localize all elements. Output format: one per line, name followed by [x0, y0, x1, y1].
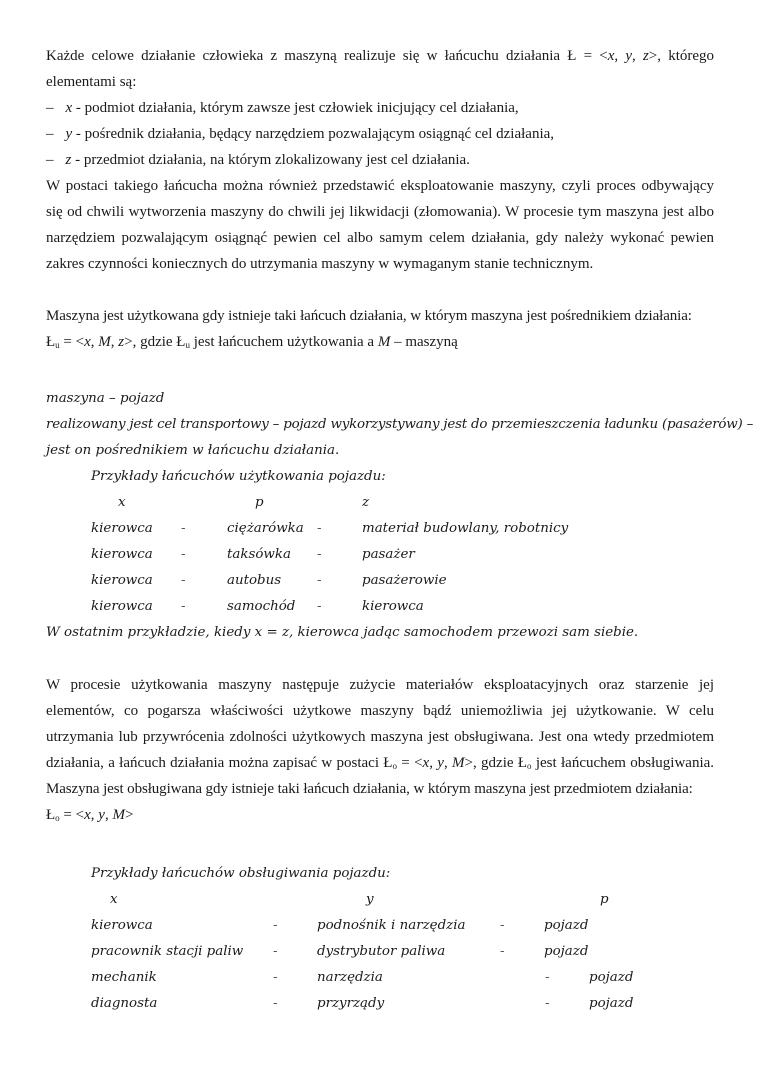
table-cell: przyrządy — [317, 996, 385, 1011]
table-cell: pojazd — [544, 944, 589, 959]
table-cell: - — [273, 944, 278, 959]
table-cell: kierowca — [91, 547, 153, 562]
table-header-x: x — [110, 892, 118, 907]
table-cell: - — [181, 547, 186, 562]
table-cell: - — [181, 599, 186, 614]
para2-line-2: elementów, co pogarsza właściwości użytkowe maszyny bądź uniemożliwia jej użytkowanie. W celu — [46, 703, 714, 719]
table-cell: - — [545, 970, 550, 985]
para1-line-2: się od chwili wytworzenia maszyny do chwili jej likwidacji (złomowania). W procesie tym maszyna jest albo — [46, 204, 714, 220]
usage-examples-title: Przykłady łańcuchów użytkowania pojazdu: — [91, 469, 386, 484]
table-cell: autobus — [227, 573, 282, 588]
bullet-dash: – — [46, 100, 54, 116]
table-cell: pasażerowie — [362, 573, 447, 588]
service-examples-title: Przykłady łańcuchów obsługiwania pojazdu: — [91, 866, 391, 881]
table-cell: - — [317, 573, 322, 588]
usage-formula: $Ł_u = <x$, M, z>, gdzie $Ł_u$ jest łańcuchem użytkowania a M – maszyną — [46, 334, 458, 350]
table-cell: - — [317, 547, 322, 562]
table-cell: mechanik — [91, 970, 157, 985]
table-cell: pojazd — [589, 996, 634, 1011]
table-cell: kierowca — [91, 599, 153, 614]
table-cell: - — [273, 970, 278, 985]
table-cell: materiał budowlany, robotnicy — [362, 521, 569, 536]
bullet-dash: – — [46, 152, 54, 168]
service-line-1: Maszyna jest obsługiwana gdy istnieje taki łańcuch działania, w którym maszyna jest przedmiotem działania: — [46, 781, 693, 797]
table-cell: kierowca — [91, 521, 153, 536]
table-cell: taksówka — [227, 547, 291, 562]
table-cell: - — [500, 918, 505, 933]
list-item-y: – y - pośrednik działania, będący narzędziem pozwalającym osiągnąć cel działania, — [46, 126, 555, 142]
table-cell: pasażer — [362, 547, 415, 562]
table-cell: samochód — [227, 599, 296, 614]
intro-line-2: elementami są: — [46, 74, 137, 90]
list-item-z: – z - przedmiot działania, na którym zlokalizowany jest cel działania. — [46, 152, 470, 168]
table-cell: kierowca — [91, 918, 153, 933]
table-cell: - — [181, 521, 186, 536]
table-header-y: y — [366, 892, 374, 907]
table-header-x: x — [118, 495, 126, 510]
table-cell: - — [273, 918, 278, 933]
table-cell: - — [273, 996, 278, 1011]
table-cell: dystrybutor paliwa — [317, 944, 446, 959]
table-header-z: z — [362, 495, 370, 510]
para2-line-1: W procesie użytkowania maszyny następuje zużycie materiałów eksploatacyjnych oraz starzenie jej — [46, 677, 714, 693]
para2-line-3: utrzymania lub przywrócenia zdolności użytkowych maszyna jest obsługiwana. Jest ona wtedy przedmiotem — [46, 729, 714, 745]
bullet-dash: – — [46, 126, 54, 142]
vehicle-title: maszyna – pojazd — [46, 391, 165, 406]
table-cell: - — [317, 521, 322, 536]
table-cell: kierowca — [362, 599, 424, 614]
table-cell: kierowca — [91, 573, 153, 588]
service-formula: $Ł_o = <x$, y, M> — [46, 807, 134, 823]
table-cell: pracownik stacji paliw — [91, 944, 244, 959]
table-cell: diagnosta — [91, 996, 158, 1011]
table-cell: ciężarówka — [227, 521, 304, 536]
table-header-p: p — [255, 495, 264, 510]
para1-line-3: narzędziem pozwalającym osiągnąć pewien cel albo samym celem działania, gdy należy wykonać pewien — [46, 230, 714, 246]
para2-line-4: działania, a łańcuch działania można zapisać w postaci $Ł_o = <x$, y, M>, gdzie $Ł_o$ jest łańcuchem obsługiwania. — [46, 755, 715, 771]
table-cell: pojazd — [589, 970, 634, 985]
para1-line-1: W postaci takiego łańcucha można również przedstawić eksploatowanie maszyny, czyli proces odbywający — [46, 178, 714, 194]
list-item-x: – x - podmiot działania, którym zawsze jest człowiek inicjujący cel działania, — [46, 100, 519, 116]
table-cell: - — [181, 573, 186, 588]
para1-line-4: zakres czynności koniecznych do utrzymania maszyny w wymaganym stanie technicznym. — [46, 256, 594, 272]
table-header-p: p — [600, 892, 609, 907]
usage-note: W ostatnim przykładzie, kiedy x = z, kierowca jadąc samochodem przewozi sam siebie. — [46, 625, 639, 640]
vehicle-desc-2: jest on pośrednikiem w łańcuchu działania. — [46, 443, 340, 458]
intro-line-1: Każde celowe działanie człowieka z maszyną realizuje się w łańcuchu działania Ł = <x, y, z>, którego — [46, 48, 715, 64]
table-cell: - — [545, 996, 550, 1011]
table-cell: - — [500, 944, 505, 959]
table-cell: narzędzia — [317, 970, 383, 985]
table-cell: pojazd — [544, 918, 589, 933]
table-cell: - — [317, 599, 322, 614]
usage-line-1: Maszyna jest użytkowana gdy istnieje taki łańcuch działania, w którym maszyna jest pośrednikiem działania: — [46, 308, 692, 324]
vehicle-desc-1: realizowany jest cel transportowy – pojazd wykorzystywany jest do przemieszczenia ładunku (pasażerów) – — [46, 417, 754, 432]
table-cell: podnośnik i narzędzia — [317, 918, 466, 933]
